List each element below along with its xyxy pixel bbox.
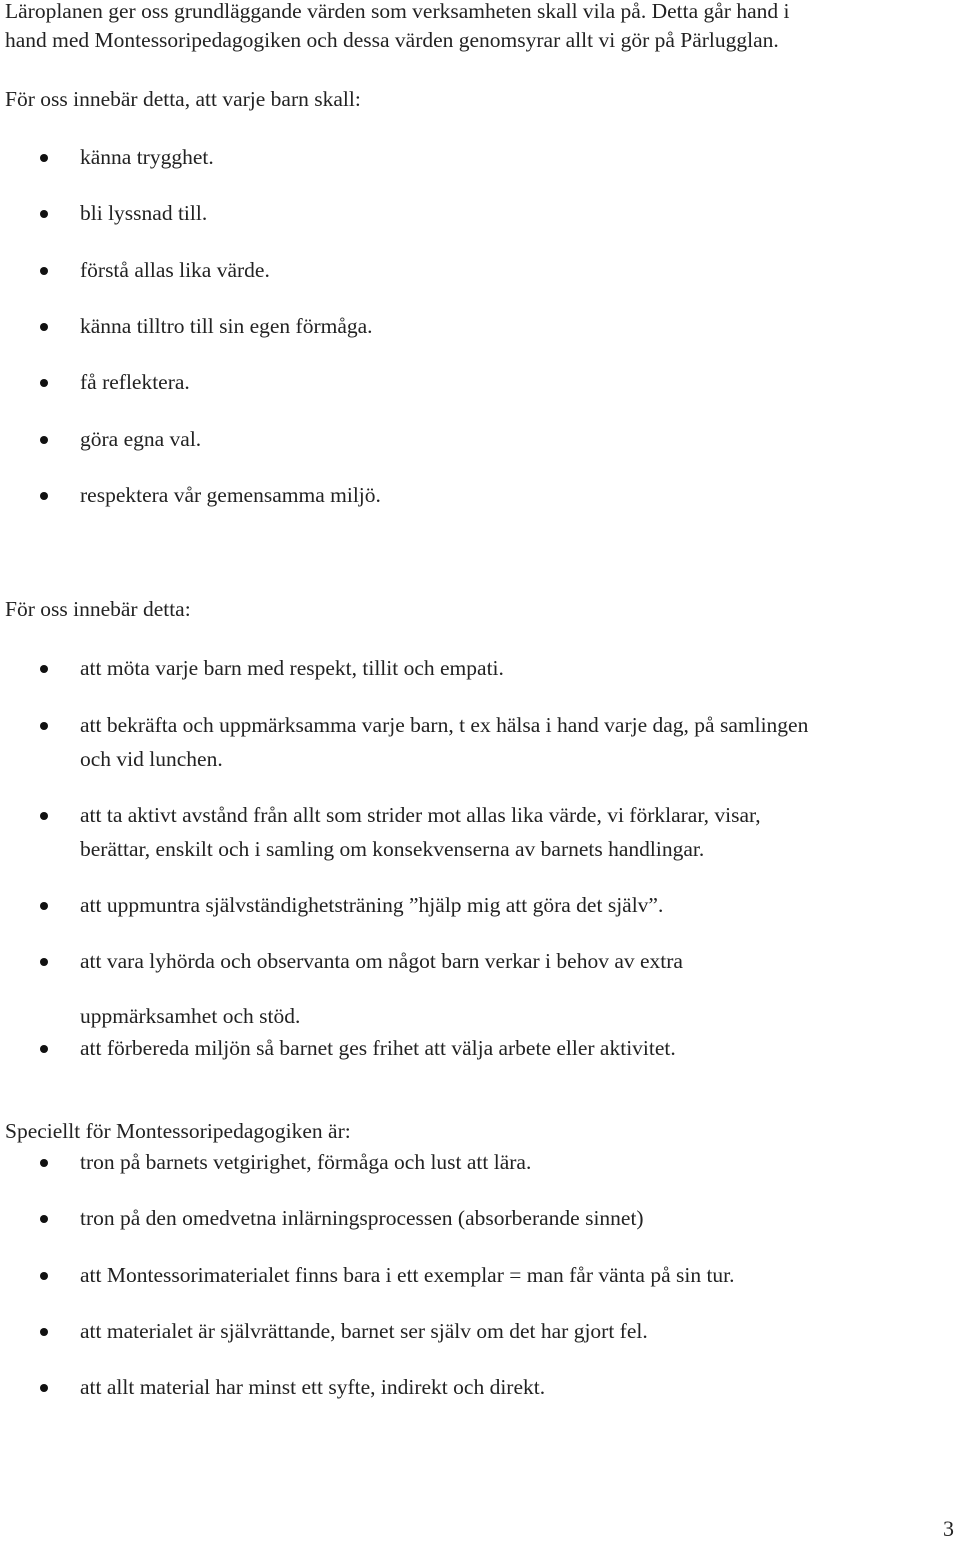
list-item-text: respektera vår gemensamma miljö. bbox=[80, 483, 381, 507]
list-item-text: att vara lyhörda och observanta om något barn verkar i behov av extra bbox=[80, 949, 683, 973]
list-item-text: tron på barnets vetgirighet, förmåga och lust att lära. bbox=[80, 1150, 532, 1174]
section2-heading: För oss innebär detta: bbox=[5, 597, 191, 621]
list-item-text: få reflektera. bbox=[80, 370, 190, 394]
bullet-icon bbox=[40, 1159, 48, 1167]
list-item-text: och vid lunchen. bbox=[80, 747, 223, 771]
bullet-icon bbox=[40, 436, 48, 444]
list-item-text: göra egna val. bbox=[80, 427, 202, 451]
bullet-icon bbox=[40, 323, 48, 331]
bullet-icon bbox=[40, 722, 48, 730]
list-item-text: att förbereda miljön så barnet ges frihet att välja arbete eller aktivitet. bbox=[80, 1036, 676, 1060]
list-item-text: känna tilltro till sin egen förmåga. bbox=[80, 314, 373, 338]
list-item-text: uppmärksamhet och stöd. bbox=[80, 1004, 301, 1028]
section3-heading: Speciellt för Montessoripedagogiken är: bbox=[5, 1119, 351, 1143]
list-item-text: att möta varje barn med respekt, tillit och empati. bbox=[80, 656, 504, 680]
intro-line-1: Läroplanen ger oss grundläggande värden som verksamheten skall vila på. Detta går hand i bbox=[5, 0, 790, 23]
bullet-icon bbox=[40, 812, 48, 820]
list-item-text: bli lyssnad till. bbox=[80, 201, 208, 225]
bullet-icon bbox=[40, 1384, 48, 1392]
bullet-icon bbox=[40, 267, 48, 275]
list-item-text: berättar, enskilt och i samling om konsekvenserna av barnets handlingar. bbox=[80, 837, 705, 861]
bullet-icon bbox=[40, 379, 48, 387]
bullet-icon bbox=[40, 210, 48, 218]
list-item-text: att materialet är självrättande, barnet ser själv om det har gjort fel. bbox=[80, 1319, 648, 1343]
list-item-text: att uppmuntra självständighetsträning ”hjälp mig att göra det själv”. bbox=[80, 893, 664, 917]
list-item-text: att allt material har minst ett syfte, indirekt och direkt. bbox=[80, 1375, 546, 1399]
intro-line-2: hand med Montessoripedagogiken och dessa värden genomsyrar allt vi gör på Pärlugglan. bbox=[5, 28, 779, 52]
section1-heading: För oss innebär detta, att varje barn skall: bbox=[5, 87, 361, 111]
list-item-text: att ta aktivt avstånd från allt som strider mot allas lika värde, vi förklarar, visar, bbox=[80, 803, 761, 827]
bullet-icon bbox=[40, 492, 48, 500]
bullet-icon bbox=[40, 665, 48, 673]
bullet-icon bbox=[40, 958, 48, 966]
list-item-text: att Montessorimaterialet finns bara i ett exemplar = man får vänta på sin tur. bbox=[80, 1263, 735, 1287]
bullet-icon bbox=[40, 1328, 48, 1336]
list-item-text: att bekräfta och uppmärksamma varje barn, t ex hälsa i hand varje dag, på samlingen bbox=[80, 713, 809, 737]
bullet-icon bbox=[40, 1215, 48, 1223]
page-number: 3 bbox=[943, 1516, 954, 1541]
bullet-icon bbox=[40, 1272, 48, 1280]
bullet-icon bbox=[40, 902, 48, 910]
list-item-text: förstå allas lika värde. bbox=[80, 258, 270, 282]
bullet-icon bbox=[40, 154, 48, 162]
bullet-icon bbox=[40, 1045, 48, 1053]
list-item-text: tron på den omedvetna inlärningsprocessen (absorberande sinnet) bbox=[80, 1206, 644, 1230]
list-item-text: känna trygghet. bbox=[80, 145, 214, 169]
